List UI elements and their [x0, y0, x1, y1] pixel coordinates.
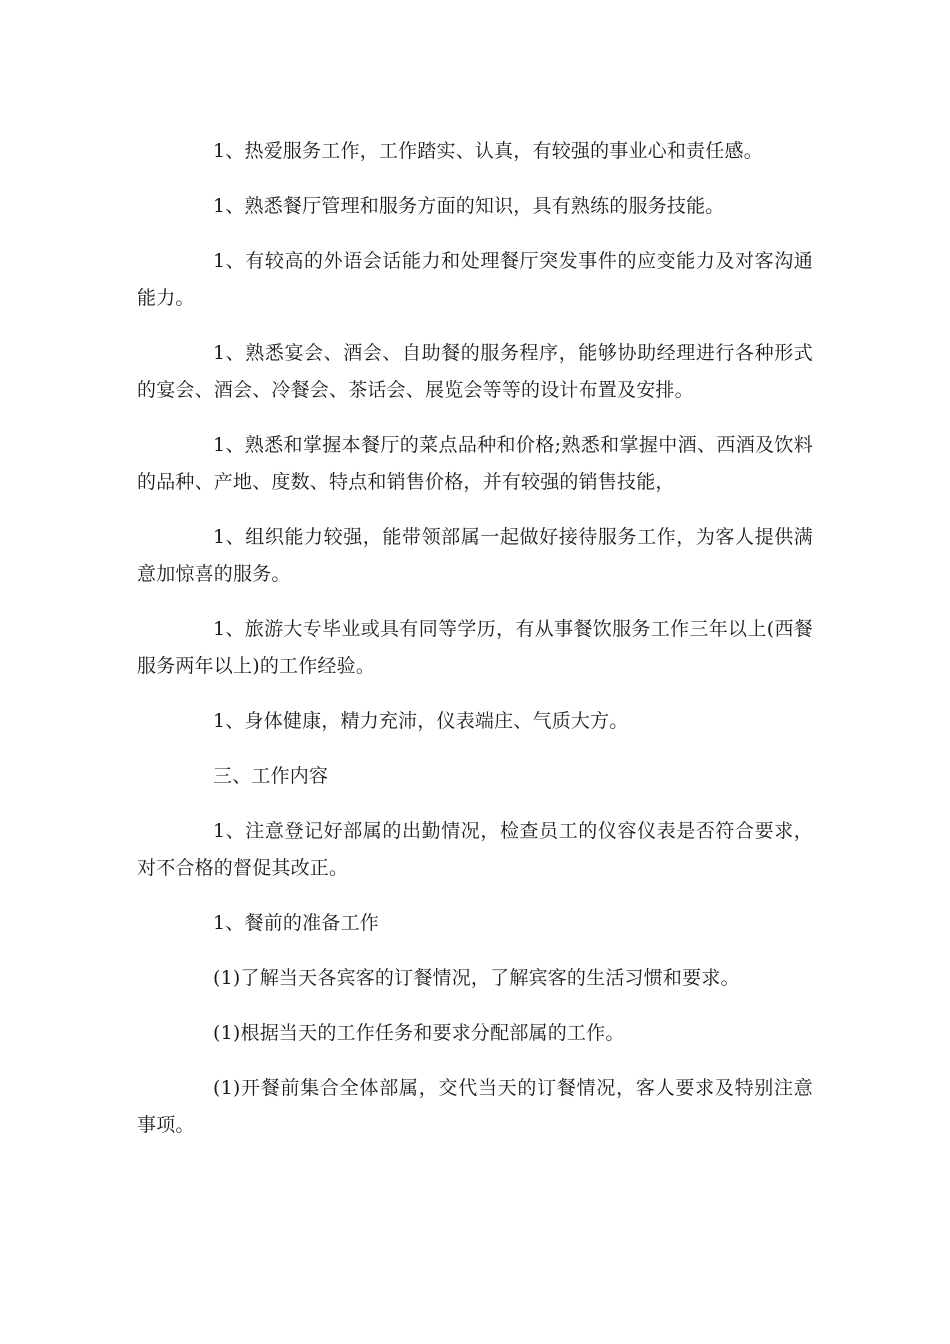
list-item-task-assignment: (1)根据当天的工作任务和要求分配部属的工作。 — [213, 1022, 625, 1044]
paragraph-organization-ability: 1、组织能力较强，能带领部属一起做好接待服务工作，为客人提供满意加惊喜的服务。 — [137, 526, 813, 585]
paragraph-restaurant-knowledge: 1、熟悉餐厅管理和服务方面的知识，具有熟练的服务技能。 — [213, 195, 725, 217]
paragraph-education-experience: 1、旅游大专毕业或具有同等学历，有从事餐饮服务工作三年以上(西餐服务两年以上)的工作经验。 — [137, 618, 813, 677]
paragraph-health-appearance: 1、身体健康，精力充沛，仪表端庄、气质大方。 — [213, 710, 629, 732]
section-heading-work-content: 三、工作内容 — [213, 765, 329, 787]
paragraph-language-ability: 1、有较高的外语会话能力和处理餐厅突发事件的应变能力及对客沟通能力。 — [137, 250, 813, 309]
paragraph-menu-and-drinks: 1、熟悉和掌握本餐厅的菜点品种和价格;熟悉和掌握中酒、西酒及饮料的品种、产地、度数、特点和销售价格，并有较强的销售技能， — [137, 434, 813, 493]
document-body — [137, 133, 813, 1162]
subheading-pre-meal-preparation: 1、餐前的准备工作 — [213, 912, 379, 934]
list-item-pre-meal-briefing: (1)开餐前集合全体部属，交代当天的订餐情况，客人要求及特别注意事项。 — [137, 1077, 813, 1136]
paragraph-attendance-check: 1、注意登记好部属的出勤情况，检查员工的仪容仪表是否符合要求，对不合格的督促其改正。 — [137, 820, 813, 879]
paragraph-banquet-procedures: 1、熟悉宴会、酒会、自助餐的服务程序，能够协助经理进行各种形式的宴会、酒会、冷餐会、茶话会、展览会等等的设计布置及安排。 — [137, 342, 813, 401]
list-item-booking-status: (1)了解当天各宾客的订餐情况，了解宾客的生活习惯和要求。 — [213, 967, 740, 989]
paragraph-love-service: 1、热爱服务工作，工作踏实、认真，有较强的事业心和责任感。 — [213, 140, 763, 162]
